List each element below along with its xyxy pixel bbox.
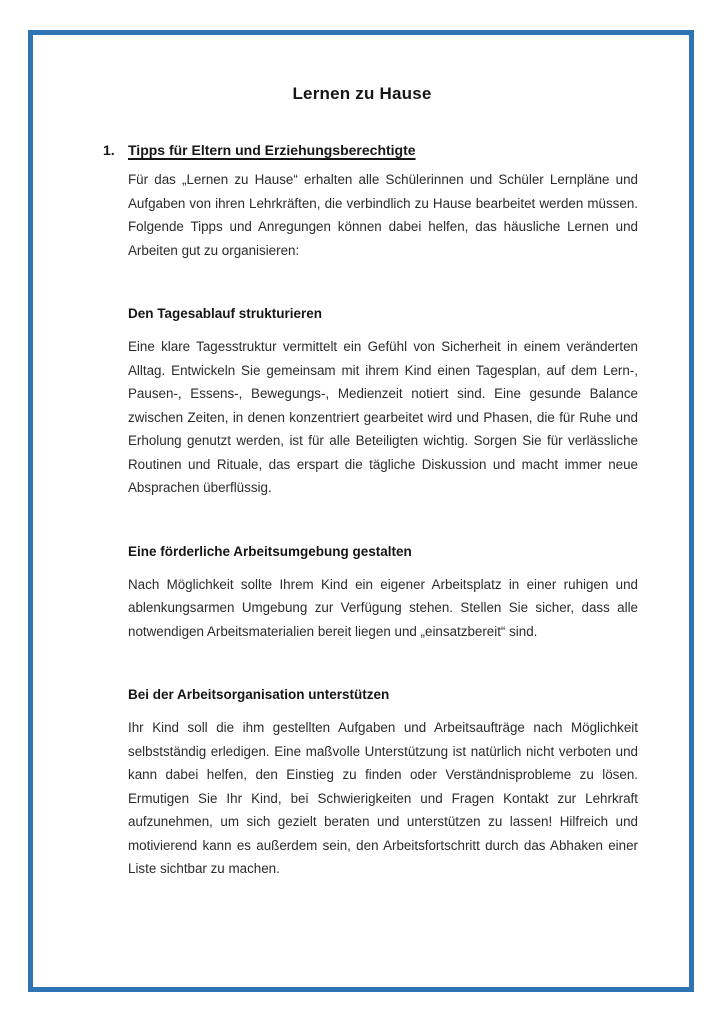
document-title: Lernen zu Hause (292, 84, 432, 103)
subsection-tagesablauf (103, 306, 637, 500)
subsection-heading: Den Tagesablauf strukturieren (128, 306, 323, 321)
intro-paragraph: Für das „Lernen zu Hause“ erhalten alle Schülerinnen und Schüler Lernpläne und Aufgaben von ihren Lehrkräften, die verbindlich zu Hause bearbeitet werden müssen. Folgende Tipps und Anregungen können dabei helfen, das häusliche Lernen und Arbeiten gut zu organisieren: (128, 172, 638, 258)
subsection-heading: Eine förderliche Arbeitsumgebung gestalten (128, 543, 412, 559)
subsection-arbeitsumgebung (103, 544, 637, 644)
section-number: 1. (103, 142, 115, 158)
section-heading-row (103, 142, 637, 159)
subsection-heading: Bei der Arbeitsorganisation unterstützen (128, 687, 390, 702)
section-heading: Tipps für Eltern und Erziehungsberechtigte (128, 142, 416, 158)
subsection-arbeitsorganisation (103, 687, 637, 881)
subsection-paragraph: Nach Möglichkeit sollte Ihrem Kind ein eigener Arbeitsplatz in einer ruhigen und ablenkungsarmen Umgebung zur Verfügung stehen. Stellen Sie sicher, dass alle notwendigen Arbeitsmaterialien bereit liegen und „einsatzbereit“ sind. (128, 576, 638, 639)
subsection-paragraph: Ihr Kind soll die ihm gestellten Aufgaben und Arbeitsaufträge nach Möglichkeit selbstständig erledigen. Eine maßvolle Unterstützung ist natürlich nicht verboten und kann dabei helfen, den Einstieg zu finden oder Verständnisprobleme zu lösen. Ermutigen Sie Ihr Kind, bei Schwierigkeiten und Fragen Kontakt zur Lehrkraft aufzunehmen, um sich gezielt beraten und unterstützen zu lassen! Hilfreich und motivierend kann es außerdem sein, den Arbeitsfortschritt durch das Abhaken einer Liste sichtbar zu machen. (128, 720, 638, 876)
document-content (103, 142, 637, 881)
subsection-paragraph: Eine klare Tagesstruktur vermittelt ein Gefühl von Sicherheit in einem veränderten Alltag. Entwickeln Sie gemeinsam mit ihrem Kind einen Tagesplan, auf dem Lern-, Pausen-, Essens-, Bewegungs-, Medienzeit notiert sind. Eine gesunde Balance zwischen Zeiten, in denen konzentriert gearbeitet wird und Phasen, die für Ruhe und Erholung genutzt werden, ist für alle Beteiligten wichtig. Sorgen Sie für verlässliche Routinen und Rituale, das erspart die tägliche Diskussion und macht immer neue Absprachen überflüssig. (128, 339, 638, 495)
